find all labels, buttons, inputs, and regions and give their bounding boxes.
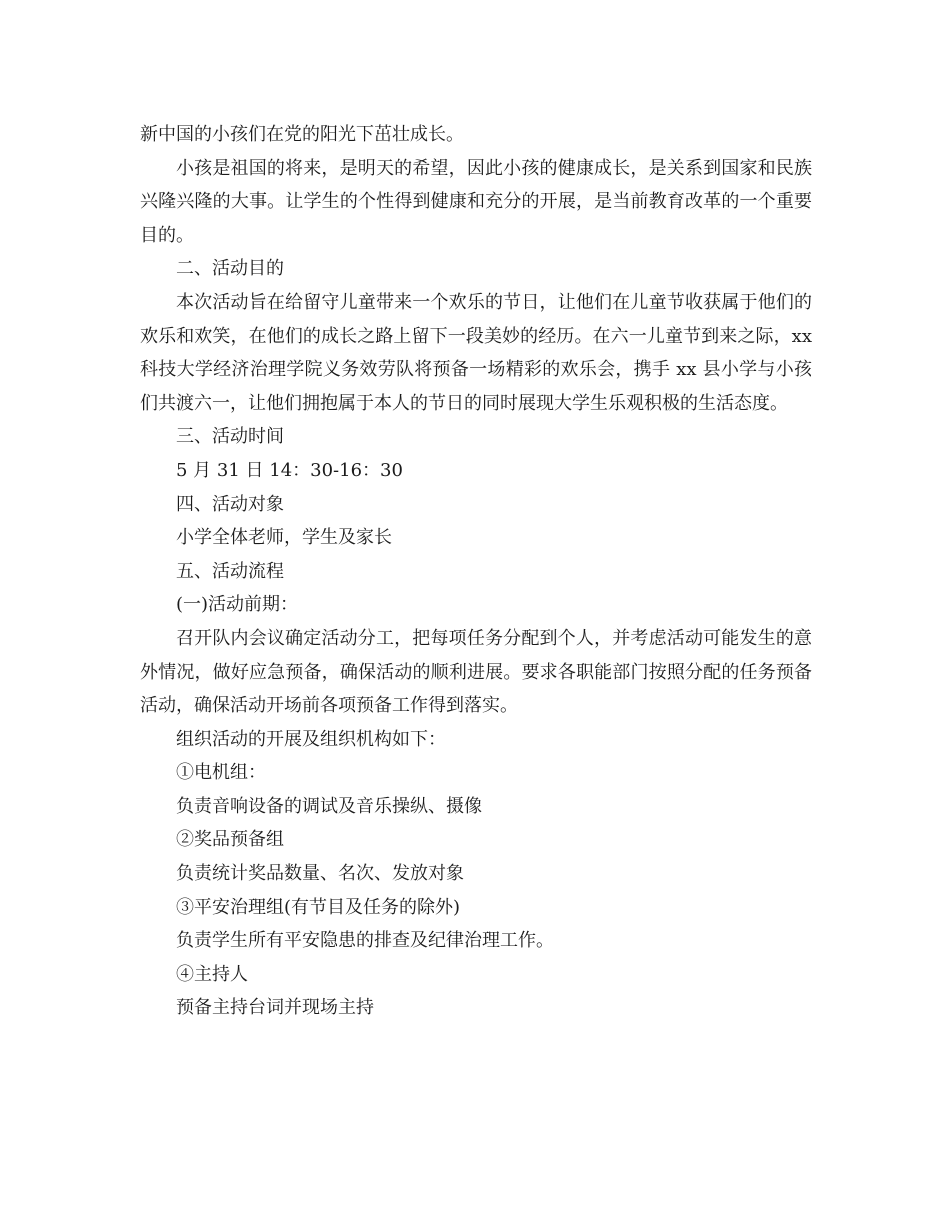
paragraph-purpose: 本次活动旨在给留守儿童带来一个欢乐的节日，让他们在儿童节收获属于他们的欢乐和欢笑，在他们的成长之路上留下一段美妙的经历。在六一儿童节到来之际，xx 科技大学经济治理学院义务效劳队将预备一场精彩的欢乐会，携手 xx 县小学与小孩们共渡六一，让他们拥抱属于本人的节日的同时展现大学生乐观积极的生活态度。 (140, 291, 812, 414)
section-heading-purpose: 二、活动目的 (176, 258, 284, 280)
document-body (140, 118, 812, 1025)
paragraph-pre-activity: 召开队内会议确定活动分工，把每项任务分配到个人，并考虑活动可能发生的意外情况，做好应急预备，确保活动的顺利进展。要求各职能部门按照分配的任务预备活动，确保活动开场前各项预备工作得到落实。 (140, 627, 812, 717)
section-heading-time: 三、活动时间 (176, 426, 284, 448)
group-heading-av: ①电机组： (176, 762, 266, 784)
org-structure-intro: 组织活动的开展及组织机构如下： (176, 728, 446, 750)
group-heading-safety: ③平安治理组(有节目及任务的除外) (176, 896, 461, 918)
activity-audience: 小学全体老师，学生及家长 (176, 527, 392, 549)
group-duty-safety: 负责学生所有平安隐患的排查及纪律治理工作。 (176, 930, 554, 952)
group-duty-host: 预备主持台词并现场主持 (176, 997, 374, 1019)
section-heading-process: 五、活动流程 (176, 560, 284, 582)
subsection-heading-pre-activity: (一)活动前期： (176, 594, 299, 616)
section-heading-audience: 四、活动对象 (176, 493, 284, 515)
activity-time: 5 月 31 日 14：30-16：30 (176, 459, 403, 481)
group-duty-av: 负责音响设备的调试及音乐操纵、摄像 (176, 795, 482, 817)
paragraph-continuation: 新中国的小孩们在党的阳光下茁壮成长。 (140, 124, 464, 145)
group-heading-prizes: ②奖品预备组 (176, 829, 284, 851)
group-duty-prizes: 负责统计奖品数量、名次、发放对象 (176, 863, 464, 885)
group-heading-host: ④主持人 (176, 963, 248, 985)
paragraph-children-future: 小孩是祖国的将来，是明天的希望，因此小孩的健康成长，是关系到国家和民族兴隆兴隆的大事。让学生的个性得到健康和充分的开展，是当前教育改革的一个重要目的。 (140, 157, 812, 246)
